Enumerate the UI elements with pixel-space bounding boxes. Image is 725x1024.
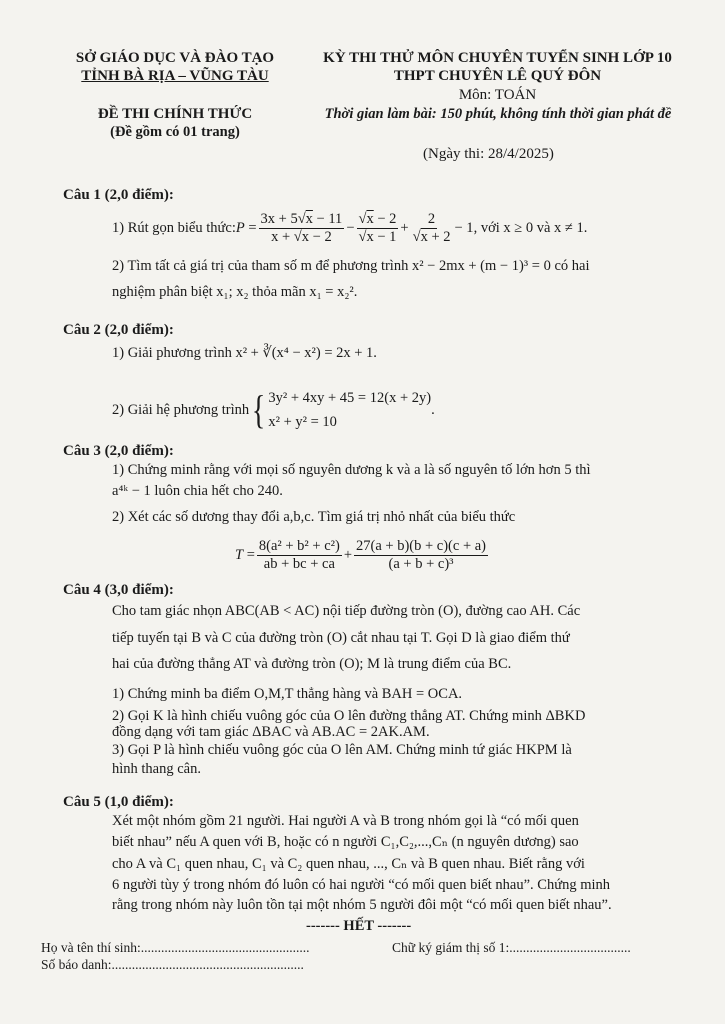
q4-part3-line2: hình thang cân. — [112, 761, 201, 777]
q1-title: Câu 1 (2,0 điểm): — [63, 187, 174, 203]
exam-date: (Ngày thi: 28/4/2025) — [423, 146, 554, 162]
q2-part2-prompt: 2) Giải hệ phương trình — [112, 401, 250, 418]
q2-part1: 1) Giải phương trình x² + ∛(x⁴ − x²) = 2x + 1. — [112, 345, 377, 361]
page-count: (Đề gồm có 01 trang) — [110, 124, 240, 140]
province-name: TỈNH BÀ RỊA – VŨNG TÀU — [81, 68, 269, 84]
q4-intro-line3: hai của đường thẳng AT và đường tròn (O); M là trung điểm của BC. — [112, 656, 512, 672]
official-exam-label: ĐỀ THI CHÍNH THỨC — [97, 106, 253, 122]
q2-part2: 2) Giải hệ phương trình { 3y² + 4xy + 45 = 12(x + 2y) x² + y² = 10 . — [112, 387, 435, 432]
department-name: SỞ GIÁO DỤC VÀ ĐÀO TẠO — [75, 50, 275, 66]
q4-part3-line1: 3) Gọi P là hình chiếu vuông góc của O lên AM. Chứng minh tứ giác HKPM là — [112, 742, 572, 758]
exam-duration: Thời gian làm bài: 150 phút, không tính thời gian phát đề — [324, 106, 672, 122]
q4-title: Câu 4 (3,0 điểm): — [63, 582, 174, 598]
subject: Môn: TOÁN — [458, 87, 537, 103]
q5-title: Câu 5 (1,0 điểm): — [63, 794, 174, 810]
q1-part1-prompt: 1) Rút gọn biểu thức: — [112, 219, 236, 236]
q4-intro-line2: tiếp tuyến tại B và C của đường tròn (O) cắt nhau tại T. Gọi D là giao điểm thứ — [112, 630, 570, 646]
q4-part1: 1) Chứng minh ba điểm O,M,T thẳng hàng và BAH = OCA. — [112, 686, 463, 702]
q3-title: Câu 3 (2,0 điểm): — [63, 443, 174, 459]
candidate-name-field: Họ và tên thí sinh:.................................................. — [41, 940, 310, 955]
q5-line2: biết nhau” nếu A quen với B, hoặc có n người C₁,C₂,...,Cₙ (n nguyên dương) sao — [112, 834, 579, 850]
q1-part2-line1: 2) Tìm tất cả giá trị của tham số m để phương trình x² − 2mx + (m − 1)³ = 0 có hai — [112, 258, 590, 274]
q5-line3: cho A và C₁ quen nhau, C₁ và C₂ quen nhau, ..., Cₙ và B quen nhau. Biết rằng với — [112, 856, 585, 872]
system-brace: { — [252, 387, 266, 432]
q3-part1-line1: 1) Chứng minh rằng với mọi số nguyên dương k và a là số nguyên tố lớn hơn 5 thì — [112, 462, 591, 478]
school-name: THPT CHUYÊN LÊ QUÝ ĐÔN — [393, 68, 602, 84]
q3-part2: 2) Xét các số dương thay đổi a,b,c. Tìm giá trị nhỏ nhất của biểu thức — [112, 509, 516, 525]
q5-line5: rằng trong nhóm này luôn tồn tại một nhóm 5 người đôi một “có mối quen biết nhau”. — [112, 897, 612, 913]
q1-part1-condition: , với x ≥ 0 và x ≠ 1. — [473, 219, 588, 236]
q1-part1: 1) Rút gọn biểu thức: P = $\frac{3x + 5√x - 11}{x + √x - 2}$ − $\frac{√x - 2}{√x - 1}$ + $\frac{2}{√x + 2}$ − 1 , với x ≥ 0 và x ≠ 1. — [112, 210, 588, 245]
exam-title: KỲ THI THỬ MÔN CHUYÊN TUYỂN SINH LỚP 10 — [323, 50, 672, 66]
system-eq2: x² + y² = 10 — [268, 414, 337, 430]
q5-line4: 6 người tùy ý trong nhóm đó luôn có hai người “có mối quen biết nhau”. Chứng minh — [112, 877, 611, 893]
q2-title: Câu 2 (2,0 điểm): — [63, 322, 174, 338]
q4-part2-line1: 2) Gọi K là hình chiếu vuông góc của O lên đường thẳng AT. Chứng minh ΔBKD — [112, 708, 586, 724]
q3-expression: T = $\frac{\text{8(a² + b² + c²)}}{ab + bc + ca}$ + $\frac{27(a + b)(b + c)(c + a)}{\text{(a + b + c)³}}$ — [235, 537, 487, 572]
q4-intro-line1: Cho tam giác nhọn ABC(AB < AC) nội tiếp đường tròn (O), đường cao AH. Các — [112, 603, 581, 619]
q4-part2-line2: đồng dạng với tam giác ΔBAC và AB.AC = 2AK.AM. — [112, 724, 430, 740]
system-eq1: 3y² + 4xy + 45 = 12(x + 2y) — [268, 390, 432, 406]
invigilator-signature-field: Chữ ký giám thị số 1:.................................... — [392, 940, 631, 955]
q1-part2-line2: nghiệm phân biệt x₁; x₂ thỏa mãn x₁ = x₂². — [112, 284, 358, 300]
q5-line1: Xét một nhóm gồm 21 người. Hai người A và B trong nhóm gọi là “có mối quen — [112, 813, 579, 829]
end-marker: ------- HẾT ------- — [306, 918, 412, 934]
q3-part1-line2: a⁴ᵏ − 1 luôn chia hết cho 240. — [112, 483, 283, 499]
candidate-id-field: Số báo danh:......................................................... — [41, 957, 304, 972]
